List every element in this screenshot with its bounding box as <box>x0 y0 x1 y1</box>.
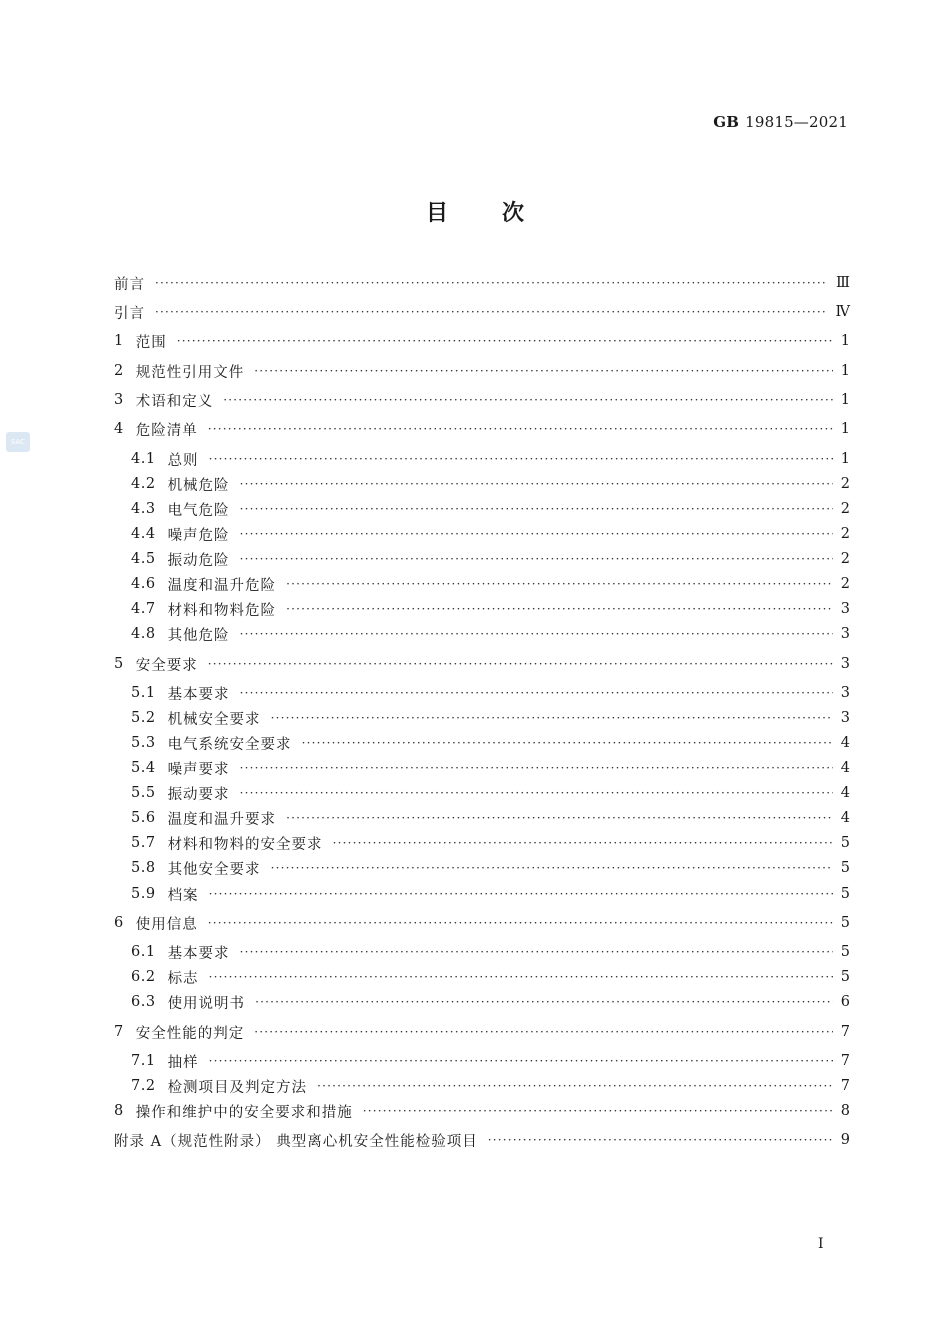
toc-entry-page: 4 <box>840 760 850 776</box>
toc-entry-label: 标志 <box>167 970 199 987</box>
toc-entry-number: 4 <box>114 421 124 437</box>
toc-leader-dots <box>240 786 833 800</box>
toc-entry[interactable] <box>131 883 850 905</box>
toc-leader-dots <box>254 1025 833 1039</box>
toc-entry[interactable] <box>114 301 850 323</box>
toc-entry-page: 1 <box>840 333 850 349</box>
toc-entry[interactable] <box>131 1075 850 1097</box>
toc-entry-page: 3 <box>840 601 850 617</box>
toc-entry[interactable] <box>114 1129 850 1151</box>
toc-entry-page: 3 <box>840 626 850 642</box>
page-number: I <box>818 1236 824 1252</box>
toc-entry-page: 7 <box>840 1078 850 1094</box>
toc-entry[interactable] <box>114 653 850 675</box>
toc-leader-dots <box>286 811 833 825</box>
toc-entry-number: 5.5 <box>131 785 156 801</box>
toc-entry[interactable] <box>131 966 850 988</box>
toc-entry-number: 4.8 <box>131 626 156 642</box>
toc-entry-number: 4.3 <box>131 501 156 517</box>
toc-entry-number: 4.6 <box>131 576 156 592</box>
standard-prefix: GB <box>713 113 740 131</box>
toc-entry-number: 4.7 <box>131 601 156 617</box>
toc-entry-label: 电气危险 <box>167 502 230 519</box>
toc-leader-dots <box>302 736 833 750</box>
toc-entry-label: 档案 <box>167 887 199 904</box>
toc-entry[interactable] <box>131 598 850 620</box>
toc-entry-number: 5.4 <box>131 760 156 776</box>
toc-entry-label: 材料和物料危险 <box>167 602 277 619</box>
toc-entry-page: Ⅲ <box>836 275 850 291</box>
toc-entry-label: 噪声要求 <box>167 761 230 778</box>
toc-entry-number: 5.7 <box>131 835 156 851</box>
toc-entry[interactable] <box>131 732 850 754</box>
toc-entry-label: 机械安全要求 <box>167 711 261 728</box>
toc-entry-page: 5 <box>840 835 850 851</box>
standard-code <box>713 113 848 131</box>
toc-entry-label: 附录 A（规范性附录） 典型离心机安全性能检验项目 <box>114 1133 478 1150</box>
toc-leader-dots <box>209 1054 833 1068</box>
toc-entry-page: 2 <box>840 476 850 492</box>
toc-leader-dots <box>240 502 833 516</box>
toc-entry-page: 7 <box>840 1024 850 1040</box>
toc-entry-number: 5.1 <box>131 685 156 701</box>
toc-entry[interactable] <box>131 857 850 879</box>
toc-leader-dots <box>271 711 833 725</box>
toc-entry-label: 基本要求 <box>167 686 230 703</box>
toc-leader-dots <box>209 452 833 466</box>
toc-leader-dots <box>240 527 833 541</box>
toc-entry[interactable] <box>114 1100 850 1122</box>
toc-entry[interactable] <box>131 448 850 470</box>
toc-entry[interactable] <box>131 498 850 520</box>
toc-entry[interactable] <box>131 941 850 963</box>
toc-entry-page: 9 <box>840 1132 850 1148</box>
toc-entry-page: 3 <box>840 710 850 726</box>
toc-entry-number: 6.3 <box>131 994 156 1010</box>
toc-entry-page: 3 <box>840 656 850 672</box>
toc-leader-dots <box>177 334 833 348</box>
toc-leader-dots <box>363 1104 833 1118</box>
toc-leader-dots <box>240 627 833 641</box>
toc-entry[interactable] <box>114 1021 850 1043</box>
toc-leader-dots <box>223 393 833 407</box>
toc-entry-number: 3 <box>114 392 124 408</box>
toc-entry-label: 其他安全要求 <box>167 861 261 878</box>
toc-leader-dots <box>209 887 833 901</box>
toc-entry[interactable] <box>114 272 850 294</box>
toc-entry[interactable] <box>131 991 850 1013</box>
toc-entry-label: 前言 <box>114 276 145 293</box>
toc-leader-dots <box>240 477 833 491</box>
toc-entry-label: 总则 <box>167 452 199 469</box>
toc-leader-dots <box>240 552 833 566</box>
toc-leader-dots <box>240 945 833 959</box>
toc-entry-label: 温度和温升要求 <box>167 811 277 828</box>
toc-entry-page: Ⅳ <box>835 304 850 320</box>
toc-entry[interactable] <box>131 623 850 645</box>
standard-number: 19815—2021 <box>745 113 848 131</box>
toc-entry-number: 1 <box>114 333 124 349</box>
toc-entry-number: 6 <box>114 915 124 931</box>
toc-entry[interactable] <box>114 389 850 411</box>
toc-entry-number: 4.1 <box>131 451 156 467</box>
toc-entry-label: 振动危险 <box>167 552 230 569</box>
toc-leader-dots <box>286 577 833 591</box>
toc-entry[interactable] <box>114 330 850 352</box>
toc-entry-label: 规范性引用文件 <box>135 364 245 381</box>
toc-entry-page: 2 <box>840 526 850 542</box>
page-title: 目次 <box>425 200 578 226</box>
toc-entry-number: 4.4 <box>131 526 156 542</box>
toc-entry-label: 机械危险 <box>167 477 230 494</box>
toc-entry-page: 2 <box>840 551 850 567</box>
toc-entry[interactable] <box>131 523 850 545</box>
toc-entry-number: 6.2 <box>131 969 156 985</box>
toc-entry-number: 5.8 <box>131 860 156 876</box>
toc-entry-label: 安全性能的判定 <box>135 1025 245 1042</box>
watermark-logo-icon: SAC <box>6 432 30 452</box>
toc-entry-label: 使用信息 <box>135 916 198 933</box>
toc-leader-dots <box>208 657 833 671</box>
toc-leader-dots <box>333 836 833 850</box>
toc-entry-number: 5.6 <box>131 810 156 826</box>
toc-entry-page: 1 <box>840 363 850 379</box>
toc-leader-dots <box>155 276 828 290</box>
toc-entry[interactable] <box>131 573 850 595</box>
toc-leader-dots <box>488 1133 833 1147</box>
toc-entry[interactable] <box>131 473 850 495</box>
toc-leader-dots <box>271 861 833 875</box>
toc-entry-number: 5 <box>114 656 124 672</box>
toc-entry-number: 7.1 <box>131 1053 156 1069</box>
toc-entry-page: 4 <box>840 735 850 751</box>
toc-entry[interactable] <box>131 807 850 829</box>
toc-entry[interactable] <box>114 360 850 382</box>
toc-entry-label: 术语和定义 <box>135 393 214 410</box>
toc-entry-label: 基本要求 <box>167 945 230 962</box>
toc-leader-dots <box>240 761 833 775</box>
toc-entry-page: 5 <box>840 886 850 902</box>
toc-entry[interactable] <box>114 912 850 934</box>
toc-entry[interactable] <box>131 1050 850 1072</box>
toc-entry-number: 4.5 <box>131 551 156 567</box>
toc-leader-dots <box>208 422 833 436</box>
toc-entry-number: 8 <box>114 1103 124 1119</box>
toc-entry-number: 5.9 <box>131 886 156 902</box>
toc-leader-dots <box>254 364 833 378</box>
toc-entry-page: 5 <box>840 969 850 985</box>
toc-leader-dots <box>286 602 833 616</box>
toc-entry-number: 2 <box>114 363 124 379</box>
toc-entry-number: 7 <box>114 1024 124 1040</box>
toc-entry-page: 2 <box>840 501 850 517</box>
toc-entry-page: 5 <box>840 944 850 960</box>
toc-entry-number: 5.3 <box>131 735 156 751</box>
toc-entry-label: 使用说明书 <box>167 995 246 1012</box>
toc-entry-page: 4 <box>840 810 850 826</box>
toc-entry-page: 5 <box>840 860 850 876</box>
toc-entry-number: 6.1 <box>131 944 156 960</box>
toc-entry-page: 4 <box>840 785 850 801</box>
toc-entry[interactable] <box>131 757 850 779</box>
toc-entry-page: 1 <box>840 392 850 408</box>
toc-entry-label: 材料和物料的安全要求 <box>167 836 323 853</box>
toc-entry-page: 3 <box>840 685 850 701</box>
toc-entry-label: 范围 <box>135 334 167 351</box>
toc-entry-page: 1 <box>840 451 850 467</box>
toc-entry-number: 7.2 <box>131 1078 156 1094</box>
toc-leader-dots <box>317 1079 833 1093</box>
toc-entry[interactable] <box>114 418 850 440</box>
toc-entry-label: 危险清单 <box>135 422 198 439</box>
toc-entry-label: 检测项目及判定方法 <box>167 1079 308 1096</box>
toc-leader-dots <box>209 970 833 984</box>
toc-entry-page: 7 <box>840 1053 850 1069</box>
toc-entry[interactable] <box>131 832 850 854</box>
toc-entry[interactable] <box>131 707 850 729</box>
toc-entry-page: 8 <box>840 1103 850 1119</box>
toc-entry-label: 抽样 <box>167 1054 199 1071</box>
toc-entry-label: 电气系统安全要求 <box>167 736 292 753</box>
toc-entry-label: 其他危险 <box>167 627 230 644</box>
toc-entry-label: 操作和维护中的安全要求和措施 <box>135 1104 353 1121</box>
toc-entry-page: 2 <box>840 576 850 592</box>
toc-entry-page: 6 <box>840 994 850 1010</box>
toc-leader-dots <box>208 916 833 930</box>
toc-entry[interactable] <box>131 782 850 804</box>
toc-entry-label: 引言 <box>114 305 145 322</box>
toc-leader-dots <box>255 995 833 1009</box>
toc-leader-dots <box>155 305 828 319</box>
toc-entry-number: 4.2 <box>131 476 156 492</box>
toc-entry-label: 噪声危险 <box>167 527 230 544</box>
toc-entry[interactable] <box>131 682 850 704</box>
toc-entry-page: 5 <box>840 915 850 931</box>
toc-entry-label: 振动要求 <box>167 786 230 803</box>
toc-leader-dots <box>240 686 833 700</box>
toc-entry-number: 5.2 <box>131 710 156 726</box>
toc-entry-label: 温度和温升危险 <box>167 577 277 594</box>
toc-entry-label: 安全要求 <box>135 657 198 674</box>
toc-entry[interactable] <box>131 548 850 570</box>
toc-entry-page: 1 <box>840 421 850 437</box>
